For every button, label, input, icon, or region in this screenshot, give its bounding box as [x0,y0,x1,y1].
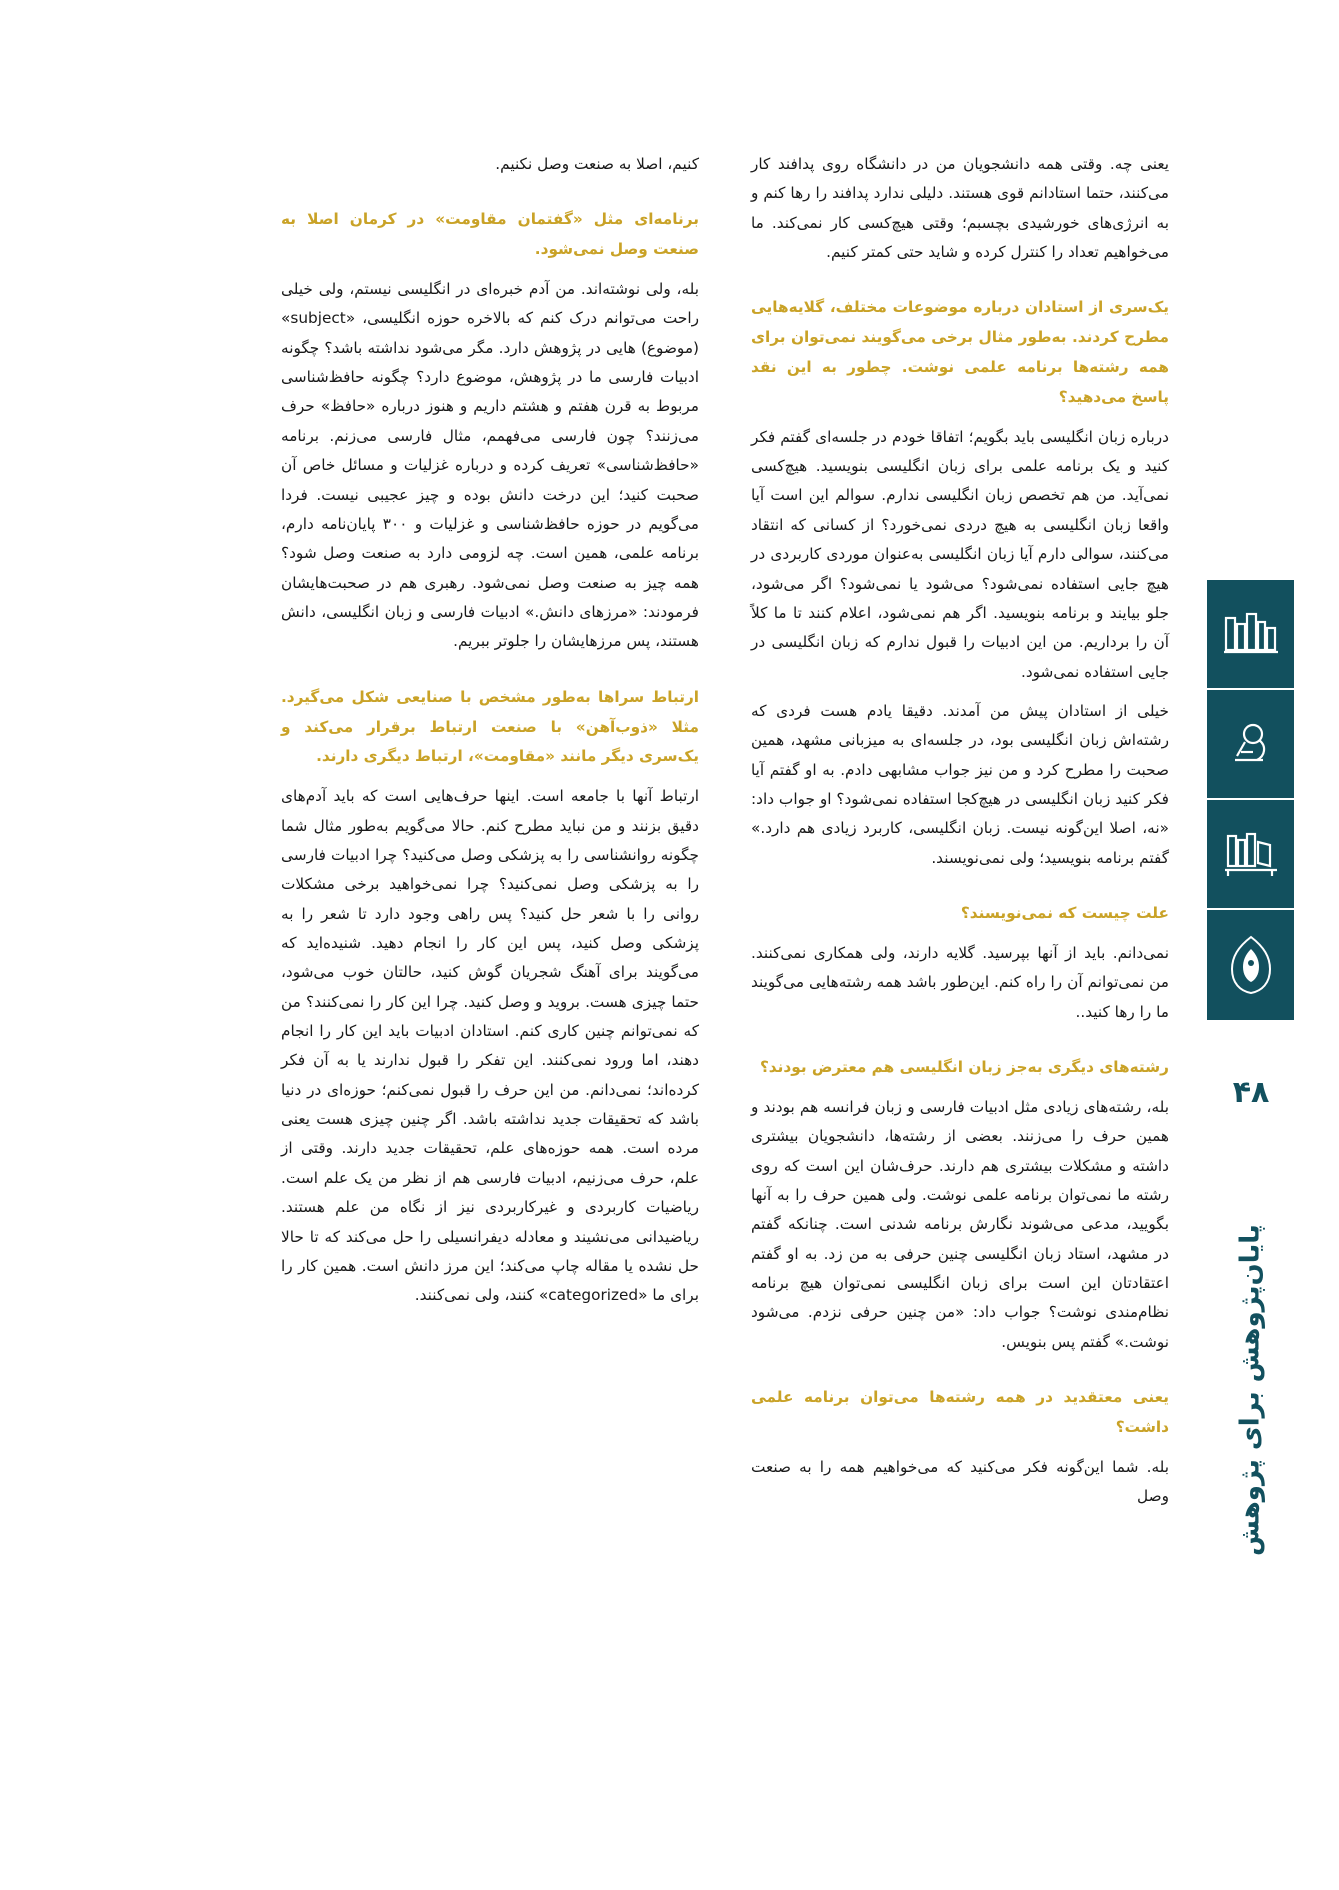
paragraph: بله، رشته‌های زیادی مثل ادبیات فارسی و زبان فرانسه هم بودند و همین حرف را می‌زنند. بعضی از رشته‌ها، دانشجویان بیشتری داشته و مشکلات بیشتری هم دارند. حرف‌شان این است که روی رشته ما نمی‌توان برنامه علمی نوشت. ولی همین حرف را به آنها بگویید، مدعی می‌شوند نگارش برنامه شدنی است. چنانکه گفتم در مشهد، استاد زبان انگلیسی چنین حرفی به من زد. به او گفتم اعتقادتان این است برای زبان انگلیسی نمی‌توان هیچ برنامه نظام‌مندی نوشت؟ جواب داد: «من چنین حرفی نزدم. می‌شود نوشت.» گفتم پس بنویس. [751,1097,1169,1351]
article-column-right [751,150,1169,1511]
interview-question: برنامه‌ای مثل «گفتمان مقاومت» در کرمان اصلا به صنعت وصل نمی‌شود. [281,210,699,259]
interview-question: یک‌سری از استادان درباره موضوعات مختلف، گلایه‌هایی مطرح کردند. به‌طور مثال برخی می‌گویند نمی‌توان برای همه رشته‌ها برنامه علمی نوشت. چطور به این نقد پاسخ می‌دهید؟ [751,298,1169,406]
azad-university-logo-icon [1207,910,1294,1020]
paragraph: یعنی چه. وقتی همه دانشجویان من در دانشگاه روی پدافند کار می‌کنند، حتما استادانم قوی هستند. دلیلی ندارد پدافند را رها کنم و به انرژی‌های خورشیدی بچسبم؛ وقتی هیچ‌کسی کار نمی‌کند. ما می‌خواهیم تعداد را کنترل کرده و شاید حتی کمتر کنیم. [751,155,1169,262]
paragraph: بله، ولی نوشته‌اند. من آدم خبره‌ای در انگلیسی نیستم، ولی خیلی راحت می‌توانم درک کنم که بالاخره حوزه انگلیسی، «subject» (موضوع) هایی در پژوهش دارد. مگر می‌شود نداشته باشد؟ چگونه ادبیات فارسی ما در پژوهش، موضوع دارد؟ چگونه حافظ‌شناسی مربوط به قرن هفتم و هشتم داریم و هنوز درباره «حافظ» حرف می‌زنند؟ چون فارسی می‌فهمم، مثال فارسی می‌زنم. برنامه «حافظ‌شناسی» تعریف کرده و درباره غزلیات و مسائل خاص آن صحبت کنید؛ این درخت دانش بوده و چیز عجیبی نیست. فردا می‌گویم در حوزه حافظ‌شناسی و غزلیات و ۳۰۰ پایان‌نامه دارم، برنامه علمی، همین است. چه لزومی دارد به صنعت وصل شود؟ همه چیز به صنعت وصل نمی‌شود. رهبری هم در صحبت‌هایشان فرمودند: «مرزهای دانش.» ادبیات فارسی و زبان انگلیسی، دانش هستند، پس مرزهایشان را جلوتر ببریم. [281,280,699,651]
section-label-panel [1207,1175,1294,1605]
bookshelf-icon [1207,800,1294,910]
interview-question: علت چیست که نمی‌نویسند؟ [960,904,1169,923]
paragraph: خیلی از استادان پیش من آمدند. دقیقا یادم هست فردی که رشته‌اش زبان انگلیسی بود، در جلسه‌ای به میزبانی مشهد، همین صحبت را مطرح کرد و من نیز جواب مشابهی دادم. به او گفتم آیا فکر کنید زبان انگلیسی در هیچ‌کجا استفاده نمی‌شود؟ او جواب داد: «نه، اصلا این‌گونه نیست. زبان انگلیسی، کاربرد زیادی هم دارد.» گفتم برنامه بنویسید؛ ولی نمی‌نویسند. [751,701,1169,867]
paragraph: بله. شما این‌گونه فکر می‌کنید که می‌خواهیم همه را به صنعت وصل [751,1457,1169,1506]
interview-question: یعنی معتقدید در همه رشته‌ها می‌توان برنامه علمی داشت؟ [751,1388,1169,1436]
paragraph: نمی‌دانم. باید از آنها بپرسید. گلایه دارند، ولی همکاری نمی‌کنند. من نمی‌توانم آن را راه کنم. این‌طور باشد همه رشته‌هایی می‌گویند ما را رها کنید.. [751,943,1169,1021]
microscope-icon [1207,690,1294,800]
side-rail [1207,0,1339,1890]
interview-question: رشته‌های دیگری به‌جز زبان انگلیسی هم معترض بودند؟ [759,1058,1169,1077]
interview-question: ارتباط سراها به‌طور مشخص با صنایعی شکل می‌گیرد. مثلا «ذوب‌آهن» با صنعت ارتباط برقرار می‌کند و یک‌سری دیگر مانند «مقاومت»، ارتباط دیگری دارند. [281,687,699,766]
paragraph: ارتباط آنها با جامعه است. اینها حرف‌هایی است که باید آدم‌های دقیق بزنند و من نباید مطرح کنم. حالا می‌گویم به‌طور مثال شما چگونه روانشناسی را به پزشکی وصل می‌کنید؟ چرا ادبیات فارسی را به پزشکی وصل نمی‌کنید؟ چرا نمی‌خواهید برخی مشکلات روانی را با شعر حل کنید؟ پس راهی وجود دارد تا شعر را به پزشکی وصل کنید، پس این کار را انجام دهید. شنیده‌اید که می‌گویند برای آهنگ شجریان گوش کنید، حالتان خوب می‌شود، حتما چیزی هست. بروید و وصل کنید. چرا این کار را نمی‌کنند؟ من که نمی‌توانم چنین کاری کنم. استادان ادبیات باید این کار را انجام دهند، اما ورود نمی‌کنند. این تفکر را قبول ندارند یا به آن فکر کرده‌اند؛ نمی‌دانم. من این حرف را قبول نمی‌کنم؛ حوزه‌ای در دنیا باشد که تحقیقات جدید نداشته باشد. اگر چنین چیزی هست یعنی مرده است. همه حوزه‌های علم، تحقیقات جدید دارند. وقتی از علم، حرف می‌زنیم، ادبیات فارسی هم از نظر من یک علم است. ریاضیات کاربردی و غیرکاربردی نیز از نگاه من علم هستند. ریاضیدانی می‌نشیند و معادله دیفرانسیلی را حل می‌کند که تا حالا حل نشده یا مقاله چاپ می‌کند؛ این مرز دانش است. همین کار را برای ما «categorized» کنند، ولی نمی‌کنند. [281,787,699,1305]
books-shelf-icon [1207,580,1294,690]
paragraph: کنیم، اصلا به صنعت وصل نکنیم. [495,155,699,173]
paragraph: درباره زبان انگلیسی باید بگویم؛ اتفاقا خودم در جلسه‌ای گفتم فکر کنید و یک برنامه علمی برای زبان انگلیسی بنویسید. هیچ‌کسی نمی‌آید. من هم تخصص زبان انگلیسی ندارم. سوالم این است آیا واقعا زبان انگلیسی به هیچ دردی نمی‌خورد؟ از کسانی که انتقاد می‌کنند، سوالی دارم آیا زبان انگلیسی به‌عنوان موردی کاربردی در هیچ جایی استفاده نمی‌شود؟ می‌شود یا نمی‌شود؟ اگر می‌شود، جلو بیایند و برنامه بنویسید. اگر هم نمی‌شود، اعلام کنند تا ما کلاً آن را برداریم. من این ادبیات را قبول ندارم که زبان انگلیسی در جایی استفاده نمی‌شود. [751,427,1169,681]
article-column-left [281,150,699,1311]
page-number: ۴۸ [1232,1075,1270,1110]
section-label-text: پایان‌پژوهش برای پژوهش [1235,1224,1266,1556]
